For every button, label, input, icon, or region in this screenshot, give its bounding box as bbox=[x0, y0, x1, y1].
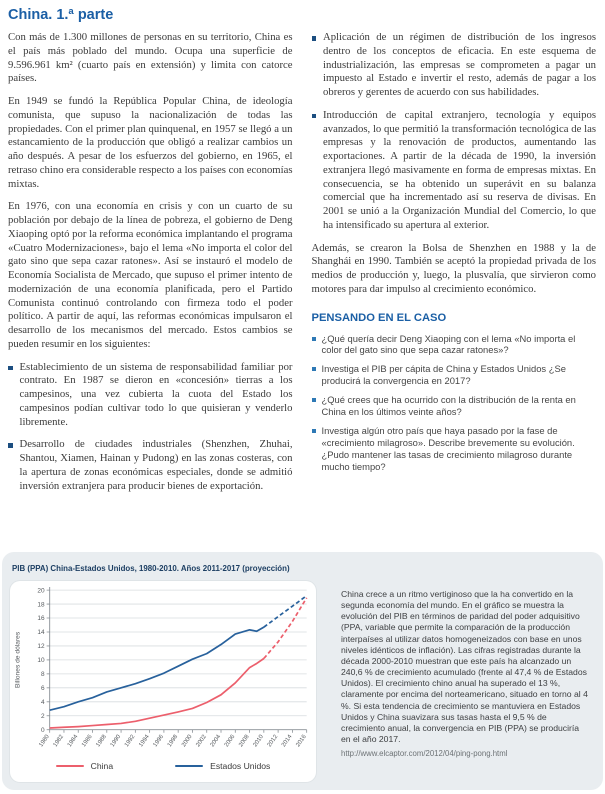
svg-text:0: 0 bbox=[41, 726, 45, 734]
bullet-square-icon bbox=[8, 443, 13, 448]
chart-legend bbox=[10, 754, 316, 778]
svg-text:16: 16 bbox=[37, 615, 45, 623]
list-item-text: Aplicación de un régimen de distribución de los ingresos dentro de los conceptos de eficacia. En este esquema de industrialización, las empresas se comprometen a pagar un impuesto al Estado e invertir el resto, además de pagar a los obreros y gerentes de acuerdo con sus habilidades. bbox=[323, 31, 596, 98]
question-text: ¿Qué quería decir Deng Xiaoping con el lema «No importa el color del gato sino que sepa cazar ratones»? bbox=[321, 332, 576, 356]
figure-note-text: China crece a un ritmo vertiginoso que la ha convertido en la segunda economía del mundo. En el gráfico se muestra la evolución del PIB en términos de paridad del poder adquisitivo (PPA, variable que permite la comparación de la producción interpaíses al utilizar datos homogeneizados con base en unos niveles idénticos de inflación). Las cifras registradas durante la década 2000-2010 muestran que este país ha alcanzado un 240,6 % de crecimiento acumulado (frente al 47,4 % de Estados Unidos). El crecimiento chino anual ha superado el 13 %, claramente por encima del norteamericano, situado en torno al 4 %. Si esta tendencia de crecimiento se mantuviera en Estados Unidos y China suavizara sus tasas hasta el 9,5 % de crecimiento anual, la convergencia en PIB (PPA) se produciría en el año 2017. bbox=[341, 589, 588, 745]
question-item bbox=[312, 425, 597, 473]
svg-text:14: 14 bbox=[37, 629, 45, 637]
question-text: Investiga el PIB per cápita de China y Estados Unidos ¿Se producirá la convergencia en 2017? bbox=[321, 363, 566, 387]
chart-title: PIB (PPA) China-Estados Unidos, 1980-2010. Años 2011-2017 (proyección) bbox=[12, 564, 290, 573]
svg-text:2006: 2006 bbox=[223, 733, 237, 749]
gdp-line-chart bbox=[10, 582, 316, 754]
figure-panel bbox=[2, 552, 603, 790]
bullet-square-icon bbox=[312, 398, 316, 402]
svg-text:1980: 1980 bbox=[38, 733, 51, 749]
china-line-swatch-icon bbox=[56, 765, 84, 767]
question-item bbox=[312, 333, 597, 357]
chart-box bbox=[10, 581, 316, 782]
left-column bbox=[8, 31, 293, 502]
legend-label: Estados Unidos bbox=[210, 761, 271, 771]
paragraph: Con más de 1.300 millones de personas en su territorio, China es el país más poblado del mundo. Ocupa una superficie de 9.596.961 km² (cuarto país en extensión) y limita con catorce países. bbox=[8, 31, 293, 85]
svg-text:2010: 2010 bbox=[252, 733, 265, 749]
page-title: China. 1.ª parte bbox=[8, 7, 114, 23]
bullet-square-icon bbox=[312, 114, 317, 119]
svg-text:1986: 1986 bbox=[81, 733, 94, 749]
case-section-heading: PENSANDO EN EL CASO bbox=[311, 311, 447, 324]
svg-text:18: 18 bbox=[37, 601, 45, 609]
bullet-list bbox=[312, 31, 597, 233]
bullet-square-icon bbox=[8, 366, 13, 371]
paragraph: En 1976, con una economía en crisis y con un cuarto de su población por debajo de la línea de pobreza, el gobierno de Deng Xiaoping optó por la reforma económica implantando el programa «Cuatro Modernizaciones», bajo el lema «No importa el color del gato sino que sepa cazar ratones». Así se instauró el modelo de Economía Socialista de Mercado, que supuso el primer intento de modernización de una economía planificada, pero el Partido Comunista continuó controlando con firmeza todo el poder político. A partir de aquí, las reformas económicas impulsaron el desarrollo de los mecanismos del mercado. Estos cambios se pueden resumir en los siguientes: bbox=[8, 200, 293, 350]
list-item-text: Introducción de capital extranjero, tecnología y equipos avanzados, lo que permitió la transformación tecnológica de las empresas y la renovación de productos, aumentando las exportaciones. A partir de la década de 1990, la inversión extranjera llegó masivamente en forma de empresas mixtas. En consecuencia, se ha obtenido un superávit en su balanza comercial que ha incrementado así su reserva de divisas. En 2001 se unió a la Organización Mundial del Comercio, lo que ha intensificado su apertura al exterior. bbox=[323, 108, 596, 231]
list-item-text: Establecimiento de un sistema de responsabilidad familiar por contrato. En 1987 se dieron en «concesión» tierras a los campesinos, una vez cubierta la cuota del Estado los campesinos podían cultivar todo lo que quisieran y venderlo libremente. bbox=[19, 360, 293, 428]
svg-text:1996: 1996 bbox=[152, 733, 166, 749]
list-item bbox=[312, 31, 597, 100]
svg-text:1990: 1990 bbox=[109, 733, 123, 749]
svg-text:2002: 2002 bbox=[195, 733, 208, 749]
question-list bbox=[312, 333, 597, 473]
svg-text:10: 10 bbox=[37, 657, 45, 665]
right-column bbox=[312, 31, 597, 502]
question-item bbox=[312, 394, 597, 418]
usa-line-swatch-icon bbox=[175, 765, 203, 767]
legend-label: China bbox=[90, 761, 114, 771]
svg-text:1994: 1994 bbox=[138, 733, 151, 749]
svg-text:4: 4 bbox=[41, 699, 45, 707]
svg-text:2: 2 bbox=[41, 712, 45, 720]
svg-text:2012: 2012 bbox=[266, 733, 280, 749]
bullet-list bbox=[8, 361, 293, 494]
question-text: Investiga algún otro país que haya pasado por la fase de «crecimiento milagroso». Describe brevemente su evolución. ¿Pudo mantener las tasas de crecimiento milagroso durante mucho tiempo? bbox=[321, 425, 575, 472]
svg-text:8: 8 bbox=[41, 671, 45, 679]
two-column-body bbox=[0, 29, 605, 502]
legend-item-usa bbox=[175, 761, 270, 771]
bullet-square-icon bbox=[312, 429, 316, 433]
svg-text:1992: 1992 bbox=[123, 733, 137, 749]
bullet-square-icon bbox=[312, 337, 316, 341]
chart-figure bbox=[2, 552, 328, 790]
list-item-text: Desarrollo de ciudades industriales (Shenzhen, Zhuhai, Shantou, Xiamen, Hainan y Pudong) en las zonas costeras, con la apertura de zonas económicas especiales, donde se admitió inversión extranjera para producir bienes de exportación. bbox=[19, 438, 293, 492]
list-item bbox=[312, 109, 597, 233]
svg-text:2000: 2000 bbox=[181, 733, 194, 749]
source-url: http://www.elcaptor.com/2012/04/ping-pong.html bbox=[341, 749, 508, 759]
figure-note-block bbox=[328, 552, 603, 790]
paragraph: En 1949 se fundó la República Popular China, de ideología comunista, que supuso la nacionalización de todas las propiedades. Con el primer plan quinquenal, en 1957 se llegó a un estancamiento de la producción que obligó a realizar cambios un año después. A pesar de los esfuerzos del gobierno, en 1965, el retraso chino era considerable respecto a los países con economías mixtas. bbox=[8, 95, 293, 190]
svg-text:1984: 1984 bbox=[66, 733, 80, 749]
list-item bbox=[8, 438, 293, 493]
svg-text:1998: 1998 bbox=[166, 733, 180, 749]
svg-text:1988: 1988 bbox=[95, 733, 108, 749]
question-item bbox=[312, 363, 597, 387]
question-text: ¿Qué crees que ha ocurrido con la distribución de la renta en China en los últimos veinte años? bbox=[321, 394, 576, 418]
svg-text:Billones de dólares: Billones de dólares bbox=[14, 631, 22, 689]
svg-text:20: 20 bbox=[37, 587, 45, 595]
bullet-square-icon bbox=[312, 367, 316, 371]
svg-text:2016: 2016 bbox=[295, 733, 308, 749]
svg-text:2008: 2008 bbox=[238, 733, 251, 749]
svg-text:6: 6 bbox=[41, 685, 45, 693]
legend-item-china bbox=[56, 761, 113, 771]
svg-text:2004: 2004 bbox=[209, 733, 223, 749]
paragraph: Además, se crearon la Bolsa de Shenzhen en 1988 y la de Shanghái en 1990. También se aceptó la propiedad privada de los medios de producción y, luego, la plusvalía, que sirvieron como motores para dar impulso al crecimiento económico. bbox=[311, 241, 596, 295]
svg-text:12: 12 bbox=[37, 643, 45, 651]
svg-text:2014: 2014 bbox=[281, 733, 294, 749]
list-item bbox=[8, 361, 293, 430]
svg-text:1982: 1982 bbox=[52, 733, 66, 749]
bullet-square-icon bbox=[312, 36, 317, 41]
